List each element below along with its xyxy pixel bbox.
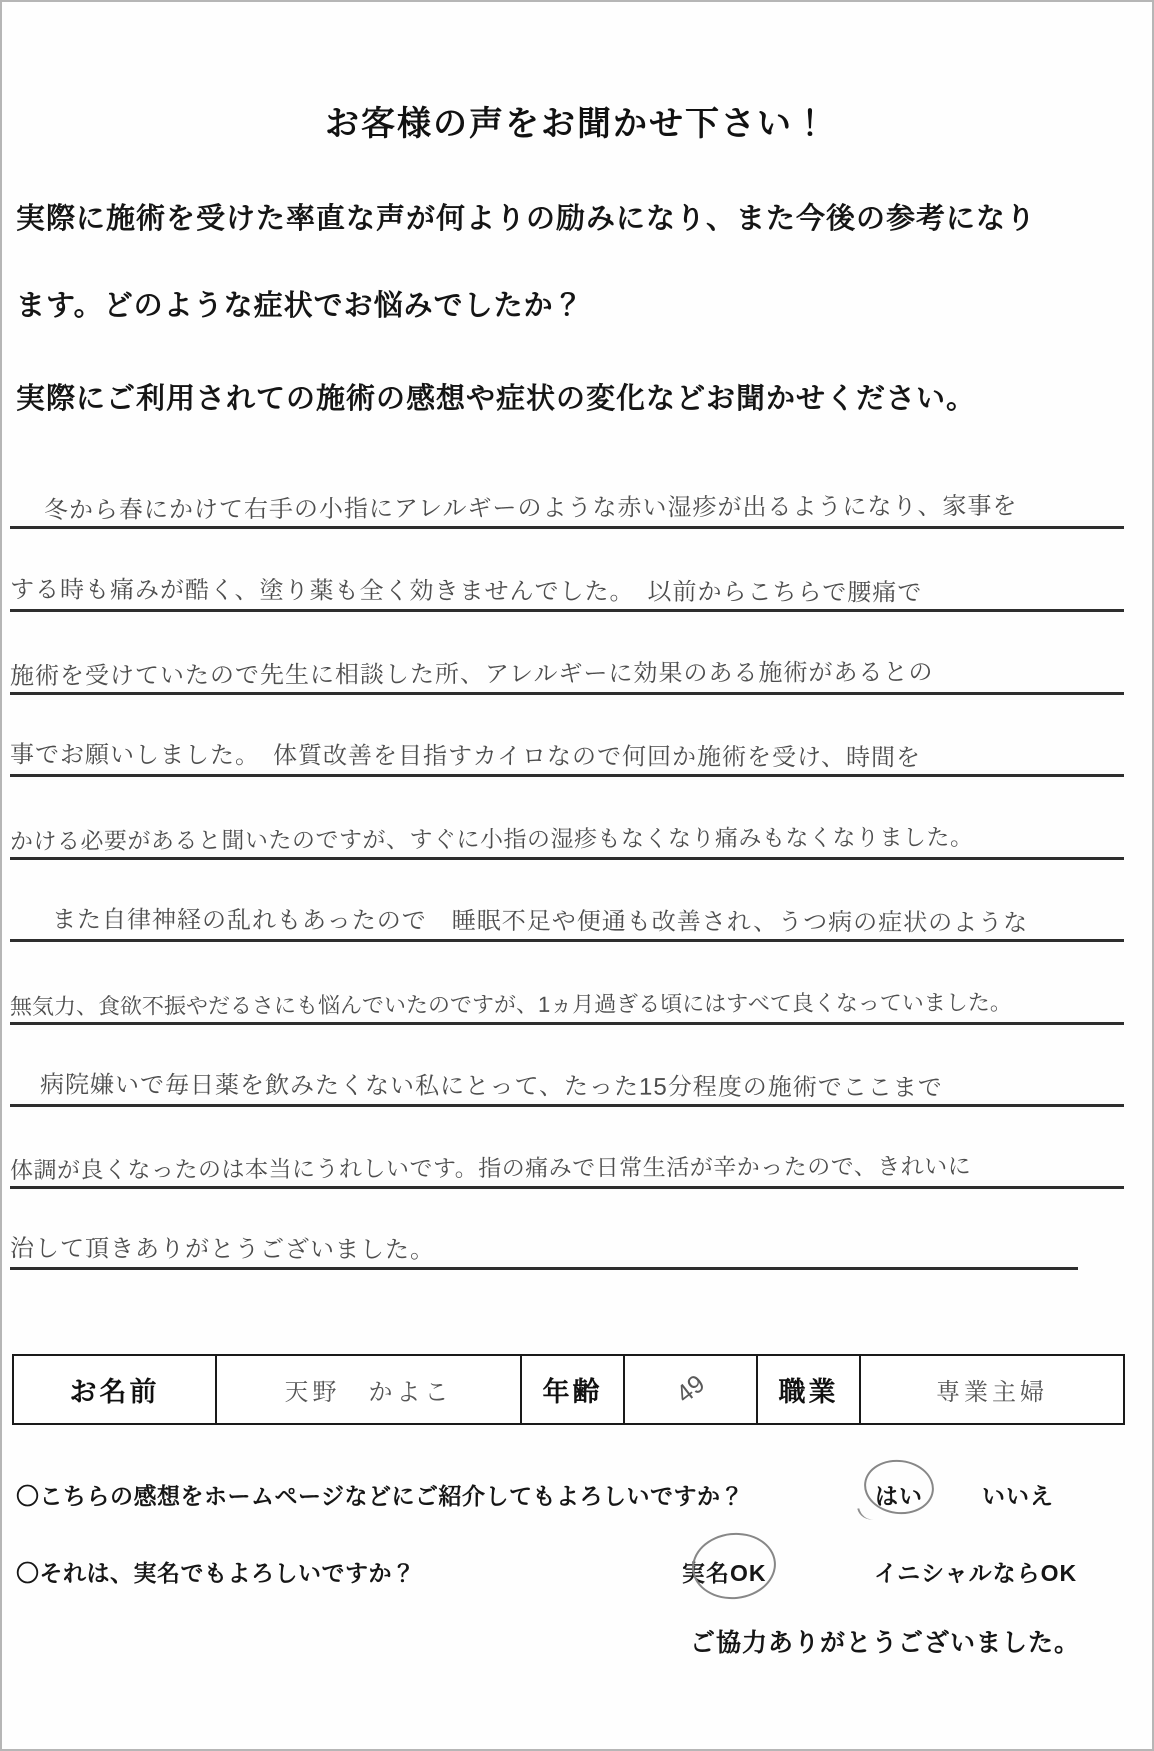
page-title: お客様の声をお聞かせ下さい！ [325, 105, 829, 143]
option-initial-ok: イニシャルならOK [874, 1560, 1078, 1586]
handwritten-text: また自律神経の乱れもあったので 睡眠不足や便通も改善され、うつ病の症状のような [51, 906, 1029, 937]
testimonial-line [10, 465, 1124, 529]
testimonial-line [10, 1125, 1124, 1189]
consent-question-2: 〇それは、実名でもよろしいですか？ [16, 1560, 416, 1586]
handwritten-text: 冬から春にかけて右手の小指にアレルギーのような赤い湿疹が出るようになり、家事を [43, 492, 1018, 525]
handwritten-text: する時も痛みが酷く、塗り薬も全く効きませんでした。 以前からこちらで腰痛で [9, 576, 923, 607]
testimonial-line [10, 713, 1124, 777]
consent-question-1-row [16, 1478, 1142, 1512]
handwritten-text: かける必要があると聞いたのですが、すぐに小指の湿疹もなくなり痛みもなくなりました。 [9, 823, 974, 855]
info-table [12, 1354, 1125, 1425]
handwritten-text: 無気力、食欲不振やだるさにも悩んでいたのですが、1ヵ月過ぎる頃にはすべて良くなっていました。 [9, 989, 1012, 1020]
option-yes: はい [875, 1483, 923, 1509]
handwritten-text: 事でお願いしました。 体質改善を目指すカイロなので何回か施術を受け、時間を [9, 741, 922, 772]
handwritten-text: 病院嫌いで毎日薬を飲みたくない私にとって、たった15分程度の施術でここまで [39, 1071, 943, 1102]
testimonial-line [10, 1206, 1078, 1270]
occupation-value: 専業主婦 [936, 1379, 1048, 1406]
name-label-cell [14, 1356, 217, 1423]
testimonial-line [10, 878, 1124, 942]
testimonial-line [10, 548, 1124, 612]
occupation-label-cell [758, 1356, 861, 1423]
hand-drawn-circle-real-name [689, 1529, 779, 1603]
name-value-cell [217, 1356, 522, 1423]
testimonial-line [10, 961, 1124, 1025]
intro-line: ます。どのような症状でお悩みでしたか？ [16, 290, 584, 322]
option-real-name-ok: 実名OK [682, 1560, 767, 1586]
intro-line: 実際に施術を受けた率直な声が何よりの励みになり、また今後の参考になり [16, 203, 1037, 235]
testimonial-line [10, 796, 1124, 860]
option-no: いいえ [982, 1483, 1054, 1509]
thanks-message: ご協力ありがとうございました。 [690, 1629, 1081, 1657]
consent-question-1: 〇こちらの感想をホームページなどにご紹介してもよろしいですか？ [16, 1483, 745, 1509]
age-value-cell [625, 1356, 758, 1423]
testimonial-line [10, 631, 1124, 695]
age-label: 年齢 [542, 1377, 603, 1407]
handwritten-text: 施術を受けていたので先生に相談した所、アレルギーに効果のある施術があるとの [9, 658, 934, 691]
age-value: 49 [670, 1369, 710, 1409]
intro-line: 実際にご利用されての施術の感想や症状の変化などお聞かせください。 [16, 383, 977, 415]
testimonial-line [10, 1043, 1124, 1107]
occupation-value-cell [861, 1356, 1123, 1423]
handwritten-text: 治して頂きありがとうございました。 [9, 1235, 436, 1264]
name-value: 天野 かよこ [284, 1379, 453, 1406]
consent-question-2-row [16, 1555, 1142, 1589]
occupation-label: 職業 [778, 1377, 839, 1407]
name-label: お名前 [69, 1377, 160, 1407]
handwritten-text: 体調が良くなったのは本当にうれしいです。指の痛みで日常生活が辛かったので、きれいに [9, 1152, 972, 1184]
age-label-cell [522, 1356, 625, 1423]
